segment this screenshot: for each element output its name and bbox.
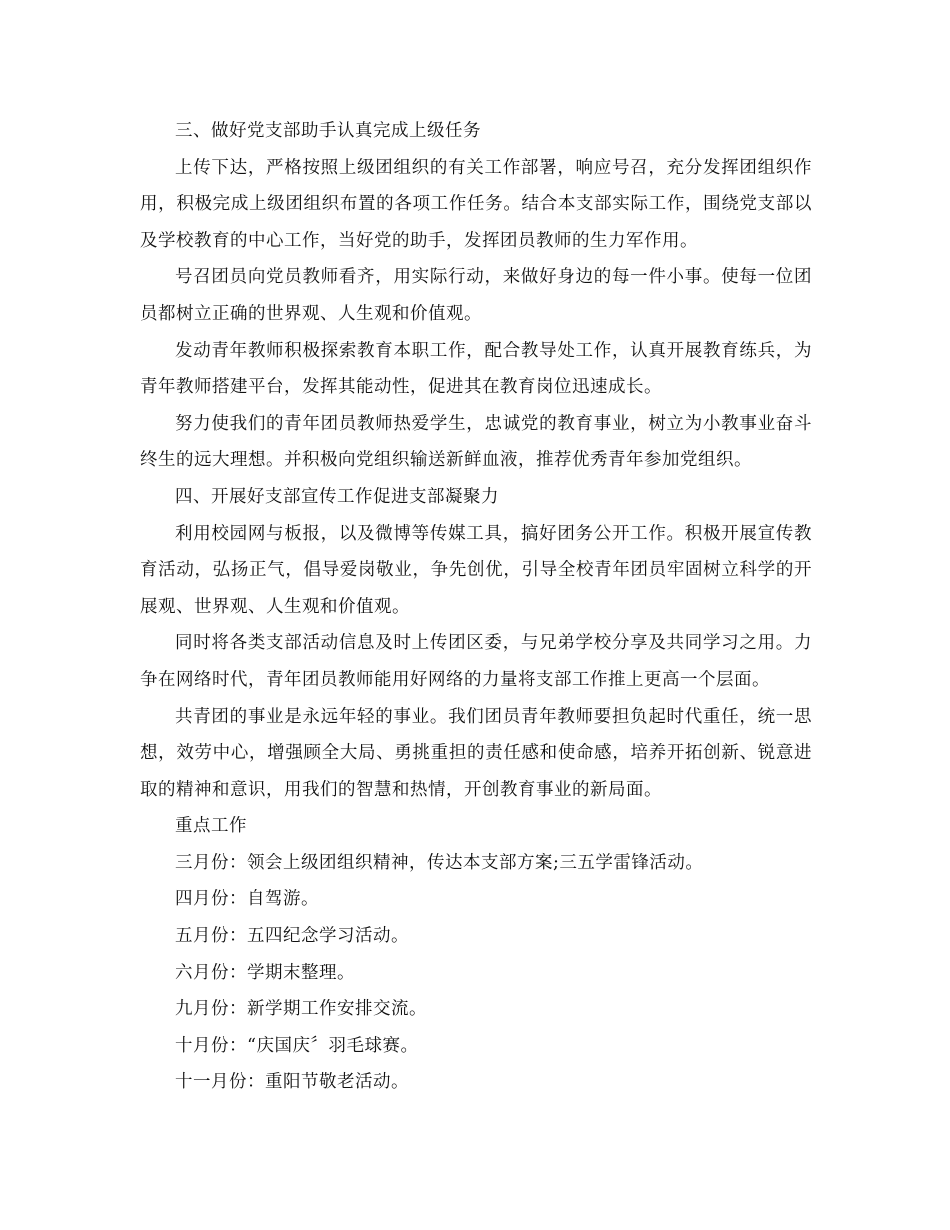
key-work-heading: 重点工作 [175,816,247,837]
body-paragraph: 努力使我们的青年团员教师热爱学生，忠诚党的教育事业，树立为小教事业奋斗终生的远大理想。并积极向党组织输送新鲜血液，推荐优秀青年参加党组织。 [140,413,812,471]
body-paragraph: 上传下达，严格按照上级团组织的有关工作部署，响应号召，充分发挥团组织作用，积极完成上级团组织布置的各项工作任务。结合本支部实际工作，围绕党支部以及学校教育的中心工作，当好党的助手，发挥团员教师的生力军作用。 [140,157,812,251]
schedule-item-may: 五月份：五四纪念学习活动。 [175,926,409,947]
schedule-item-april: 四月份：自驾游。 [175,889,319,910]
body-paragraph: 利用校园网与板报，以及微博等传媒工具，搞好团务公开工作。积极开展宣传教育活动，弘扬正气，倡导爱岗敬业，争先创优，引导全校青年团员牢固树立科学的开展观、世界观、人生观和价值观。 [140,523,812,617]
body-paragraph: 发动青年教师积极探索教育本职工作，配合教导处工作，认真开展教育练兵，为青年教师搭建平台，发挥其能动性，促进其在教育岗位迅速成长。 [140,340,812,398]
body-paragraph: 号召团员向党员教师看齐，用实际行动，来做好身边的每一件小事。使每一位团员都树立正确的世界观、人生观和价值观。 [140,267,812,324]
schedule-item-november: 十一月份：重阳节敬老活动。 [175,1072,409,1093]
schedule-item-october: 十月份：“庆国庆〞羽毛球赛。 [175,1035,419,1056]
section-heading-4: 四、开展好支部宣传工作促进支部凝聚力 [175,486,499,507]
schedule-item-march: 三月份：领会上级团组织精神，传达本支部方案;三五学雷锋活动。 [175,852,704,873]
section-heading-3: 三、做好党支部助手认真完成上级任务 [175,121,481,141]
body-paragraph: 同时将各类支部活动信息及时上传团区委，与兄弟学校分享及共同学习之用。力争在网络时代，青年团员教师能用好网络的力量将支部工作推上更高一个层面。 [140,633,812,690]
schedule-item-june: 六月份：学期末整理。 [175,962,355,983]
body-paragraph: 共青团的事业是永远年轻的事业。我们团员青年教师要担负起时代重任，统一思想，效劳中心，增强顾全大局、勇挑重担的责任感和使命感，培养开拓创新、锐意进取的精神和意识，用我们的智慧和热情，开创教育事业的新局面。 [140,706,812,800]
document-page [140,113,812,1101]
schedule-item-september: 九月份：新学期工作安排交流。 [175,999,427,1020]
